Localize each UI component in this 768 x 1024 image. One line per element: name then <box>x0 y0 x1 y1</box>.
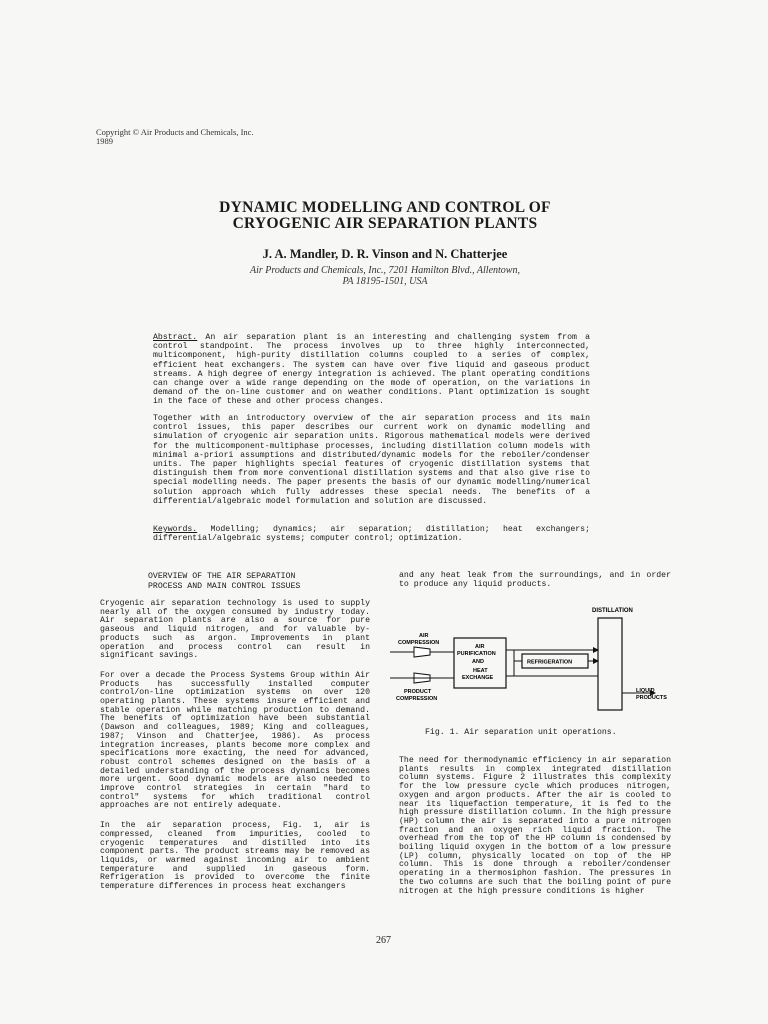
paragraph: In the air separation process, Fig. 1, air is compressed, cleaned from impurities, cooled to cryogenic temperatures and distilled into its component parts. The product streams may be removed as liquids, or warmed against incoming air to ambient temperature and supplied in gaseous form. Refrigeration is provided to overcome the finite temperature differences in process heat exchangers <box>100 821 370 892</box>
copyright-line: Copyright © Air Products and Chemicals, Inc. <box>96 127 254 137</box>
abstract-text: An air separation plant is an interesting and challenging system from a control standpoint. The process involves up to three highly interconnected, multicomponent, high-purity distillation columns coupled to a series of complex, efficient heat exchangers. The system can have over five liquid and gaseous product streams. A high degree of energy integration is achieved. The plant operating conditions can change over a wide range depending on the mode of operation, on the variations in demand of the on-line customer and on weather conditions. Plant optimization is sought in the face of these and other process changes. <box>153 333 590 407</box>
purification-label: EXCHANGE <box>462 675 494 681</box>
air-compressor-symbol <box>414 647 430 657</box>
abstract-paragraph-2: Together with an introductory overview of the air separation process and its main control issues, this paper describes our current work on dynamic modelling and simulation of cryogenic air separation units. Rigorous mathematical models were derived for the multicomponent-multiphase processes, including distillation column models with minimal a-priori assumptions and distributed/dynamic models for the reboiler/condenser units. The paper highlights special features of cryogenic distillation systems that distinguish them from more conventional distillation systems and that also give rise to special modelling needs. The paper presents the basis of our dynamic modelling/numerical solution approach which fully addresses these special needs. The benefits of a differential/algebraic model formulation and solution are discussed. <box>153 414 590 506</box>
page-number: 267 <box>376 935 391 946</box>
abstract <box>153 333 590 407</box>
title-line-1: DYNAMIC MODELLING AND CONTROL OF <box>219 199 551 216</box>
refrigeration-label: REFRIGERATION <box>527 659 573 666</box>
air-compression-label: AIR <box>419 633 429 639</box>
product-compression-label: COMPRESSION <box>396 696 438 702</box>
affiliation-line-1: Air Products and Chemicals, Inc., 7201 Hamilton Blvd., Allentown, <box>250 265 520 276</box>
paragraph: For over a decade the Process Systems Group within Air Products has successfully installed computer control/on-line optimization systems on over 120 operating plants. These systems insure efficient and stable operation while matching production to demand. The benefits of optimization have been substantial (Dawson and colleagues, 1989; King and colleagues, 1987; Vinson and Chatterjee, 1986). As process integration increases, plants become more complex and specifications more exacting, the need for advanced, robust control schemes designed on the basis of a detailed understanding of the process dynamics becomes more urgent. Good dynamic models are also needed to improve control strategies in certain "hard to control" systems for which traditional control approaches are not entirely adequate. <box>100 670 370 811</box>
affiliation-line-2: PA 18195-1501, USA <box>342 276 428 287</box>
purification-label: HEAT <box>473 668 488 674</box>
keywords-text: Modelling; dynamics; air separation; distillation; heat exchangers; differential/algebraic systems; computer control; optimization. <box>153 525 590 544</box>
distillation-column <box>598 618 622 710</box>
section-heading-line-2: PROCESS AND MAIN CONTROL ISSUES <box>148 581 301 591</box>
air-compression-label: COMPRESSION <box>398 640 440 646</box>
figure-caption: Fig. 1. Air separation unit operations. <box>425 728 617 737</box>
liquid-products-label: LIQUID <box>636 688 655 694</box>
purification-label: PURIFICATION <box>457 651 496 657</box>
abstract-label: Abstract. <box>153 333 198 342</box>
purification-label: AIR <box>475 644 485 650</box>
affiliation <box>200 265 570 287</box>
distillation-label: DISTILLATION <box>592 608 633 614</box>
right-column-bottom: The need for thermodynamic efficiency in air separation plants results in complex integrated distillation column systems. Figure 2 illustrates this complexity for the low pressure cycle which produces nitrogen, oxygen and argon products. After the air is cooled to near its liquefaction temperature, it is fed to the high pressure distillation column. In the high pressure (HP) column the air is separated into a pure nitrogen fraction and an oxygen rich liquid fraction. The overhead from the top of the HP column is condensed by boiling liquid oxygen in the bottom of a low pressure (LP) column, physically located on top of the HP column. This is done through a reboiler/condenser operating in a thermosiphon fashion. The pressures in the two columns are such that the boiling point of pure nitrogen at the high pressure conditions is higher <box>399 756 671 896</box>
purification-label: AND <box>472 659 484 665</box>
keywords-label: Keywords. <box>153 525 198 534</box>
section-heading-line-1: OVERVIEW OF THE AIR SEPARATION <box>148 572 296 581</box>
title-line-2: CRYOGENIC AIR SEPARATION PLANTS <box>232 215 538 232</box>
copyright-year: 1989 <box>96 136 113 146</box>
authors: J. A. Mandler, D. R. Vinson and N. Chatterjee <box>262 247 508 261</box>
paper-title <box>150 200 620 232</box>
left-column <box>100 600 370 903</box>
product-compression-label: PRODUCT <box>404 689 432 695</box>
section-heading <box>148 572 300 591</box>
paragraph: Cryogenic air separation technology is used to supply nearly all of the oxygen consumed by industry today. Air separation plants are also a source for pure gaseous and liquid nitrogen, and for valuable by-products such as argon. Improvements in plant operation and process control can result in significant savings. <box>100 599 370 661</box>
copyright-notice <box>96 128 254 146</box>
liquid-products-label: PRODUCTS <box>636 695 667 701</box>
right-column-top: and any heat leak from the surroundings, and in order to produce any liquid products. <box>399 571 671 589</box>
keywords <box>153 525 590 543</box>
figure-1-diagram <box>390 600 680 720</box>
